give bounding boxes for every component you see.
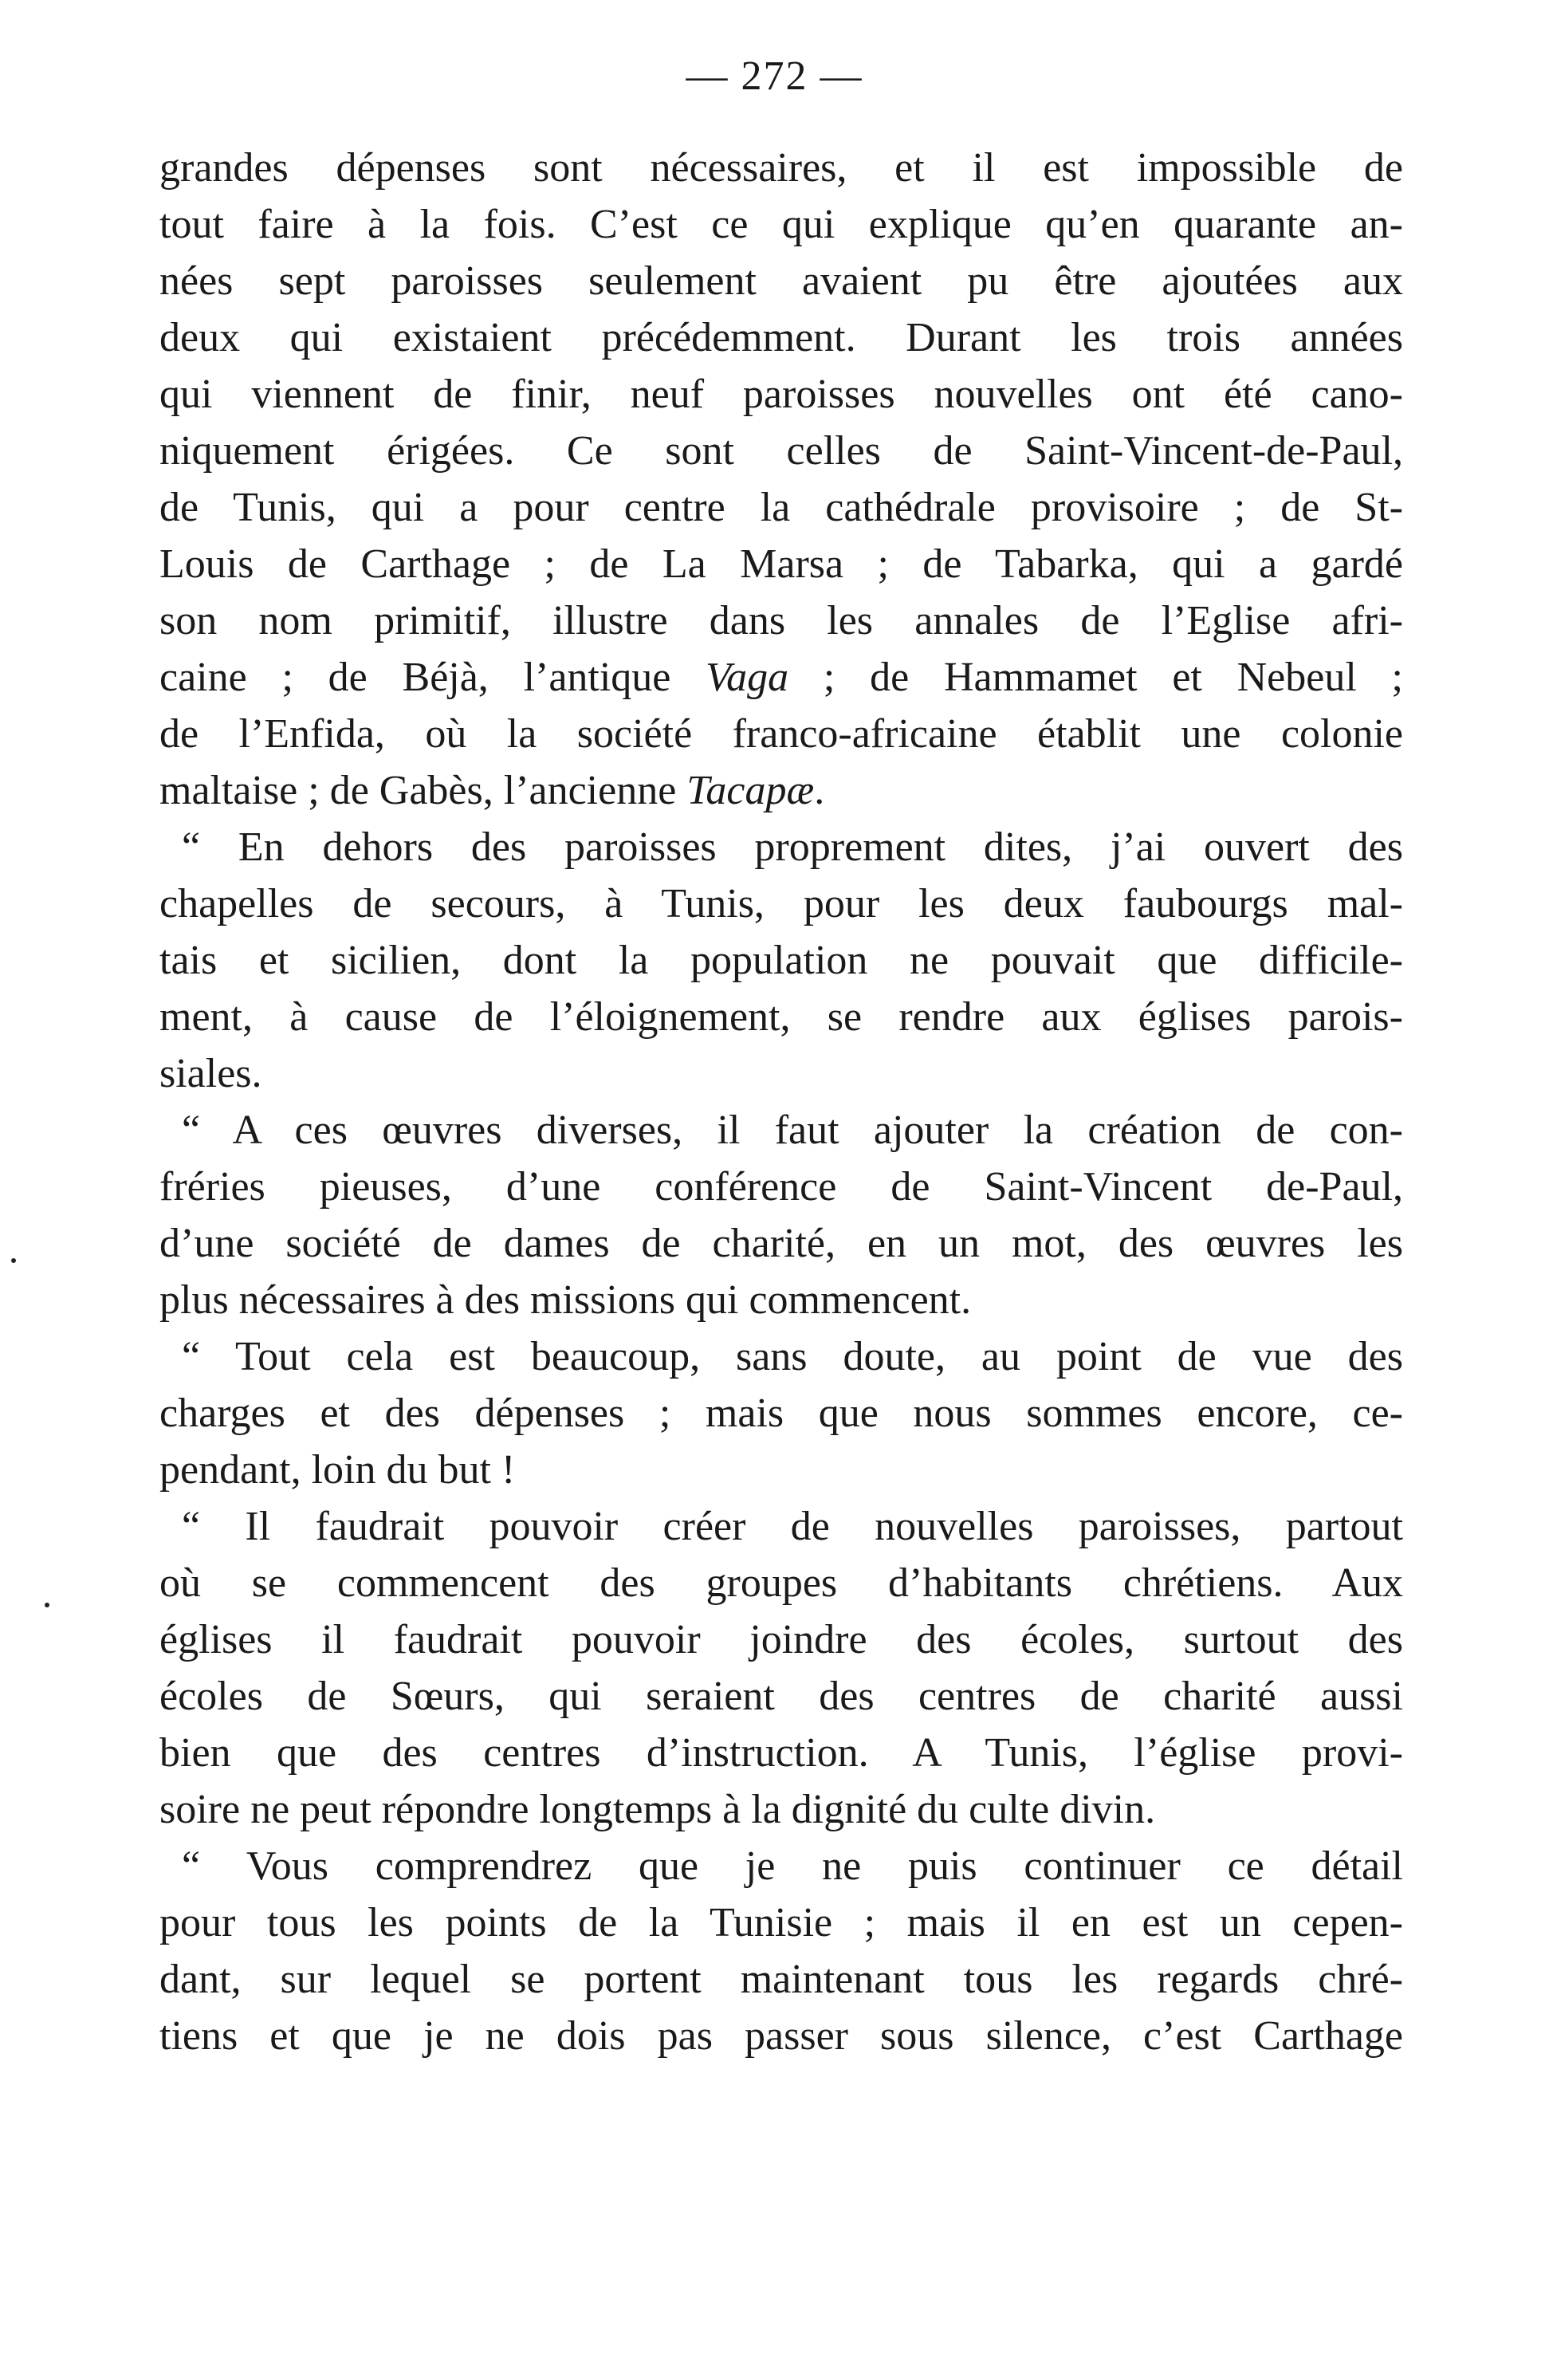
text-line: son nom primitif, illustre dans les annales de l’Eglise afri- (159, 598, 1403, 643)
text-line: dant, sur lequel se portent maintenant tous les regards chré- (159, 1957, 1403, 2002)
text-line: “ Vous comprendrez que je ne puis continuer ce détail (182, 1843, 1403, 1889)
text-line: charges et des dépenses ; mais que nous sommes encore, ce- (159, 1391, 1403, 1436)
text-line: fréries pieuses, d’une conférence de Saint-Vincent de-Paul, (159, 1164, 1403, 1210)
text-line: de Tunis, qui a pour centre la cathédrale provisoire ; de St- (159, 485, 1403, 530)
text-line: d’une société de dames de charité, en un mot, des œuvres les (159, 1221, 1403, 1266)
scan-speck (45, 1603, 49, 1607)
text-line: tout faire à la fois. C’est ce qui explique qu’en quarante an- (159, 202, 1403, 247)
text-line: tiens et que je ne dois pas passer sous silence, c’est Carthage (159, 2013, 1403, 2059)
text-line: siales. (159, 1051, 262, 1096)
text-line: Louis de Carthage ; de La Marsa ; de Tabarka, qui a gardé (159, 541, 1403, 587)
scan-speck (11, 1258, 16, 1263)
text-line: soire ne peut répondre longtemps à la dignité du culte divin. (159, 1787, 1156, 1832)
body-text (159, 140, 1403, 2064)
text-line: où se commencent des groupes d’habitants chrétiens. Aux (159, 1560, 1403, 1606)
text-line: pendant, loin du but ! (159, 1447, 516, 1493)
text-line: niquement érigées. Ce sont celles de Saint-Vincent-de-Paul, (159, 428, 1403, 474)
page-number: — 272 — (686, 53, 863, 99)
text-line: “ Tout cela est beaucoup, sans doute, au point de vue des (182, 1334, 1403, 1379)
text-line: “ En dehors des paroisses proprement dites, j’ai ouvert des (182, 824, 1403, 870)
text-line: deux qui existaient précédemment. Durant les trois années (159, 315, 1403, 360)
text-line: qui viennent de finir, neuf paroisses nouvelles ont été cano- (159, 372, 1403, 417)
text-line: plus nécessaires à des missions qui commencent. (159, 1277, 972, 1323)
text-line: de l’Enfida, où la société franco-africaine établit une colonie (159, 711, 1403, 757)
text-line: nées sept paroisses seulement avaient pu être ajoutées aux (159, 258, 1403, 304)
text-line: pour tous les points de la Tunisie ; mais il en est un cepen- (159, 1900, 1403, 1945)
text-line: maltaise ; de Gabès, l’ancienne Tacapæ. (159, 768, 825, 813)
text-line: chapelles de secours, à Tunis, pour les deux faubourgs mal- (159, 881, 1403, 926)
text-line: églises il faudrait pouvoir joindre des écoles, surtout des (159, 1617, 1403, 1662)
text-line: écoles de Sœurs, qui seraient des centres de charité aussi (159, 1674, 1403, 1719)
text-line: bien que des centres d’instruction. A Tunis, l’église provi- (159, 1730, 1403, 1776)
text-line: “ Il faudrait pouvoir créer de nouvelles paroisses, partout (182, 1504, 1403, 1549)
text-line: tais et sicilien, dont la population ne pouvait que difficile- (159, 938, 1403, 983)
text-line: “ A ces œuvres diverses, il faut ajouter la création de con- (182, 1107, 1403, 1153)
text-line: grandes dépenses sont nécessaires, et il est impossible de (159, 145, 1403, 191)
text-line: ment, à cause de l’éloignement, se rendre aux églises parois- (159, 994, 1403, 1040)
text-line: caine ; de Béjà, l’antique Vaga ; de Hammamet et Nebeul ; (159, 655, 1403, 700)
